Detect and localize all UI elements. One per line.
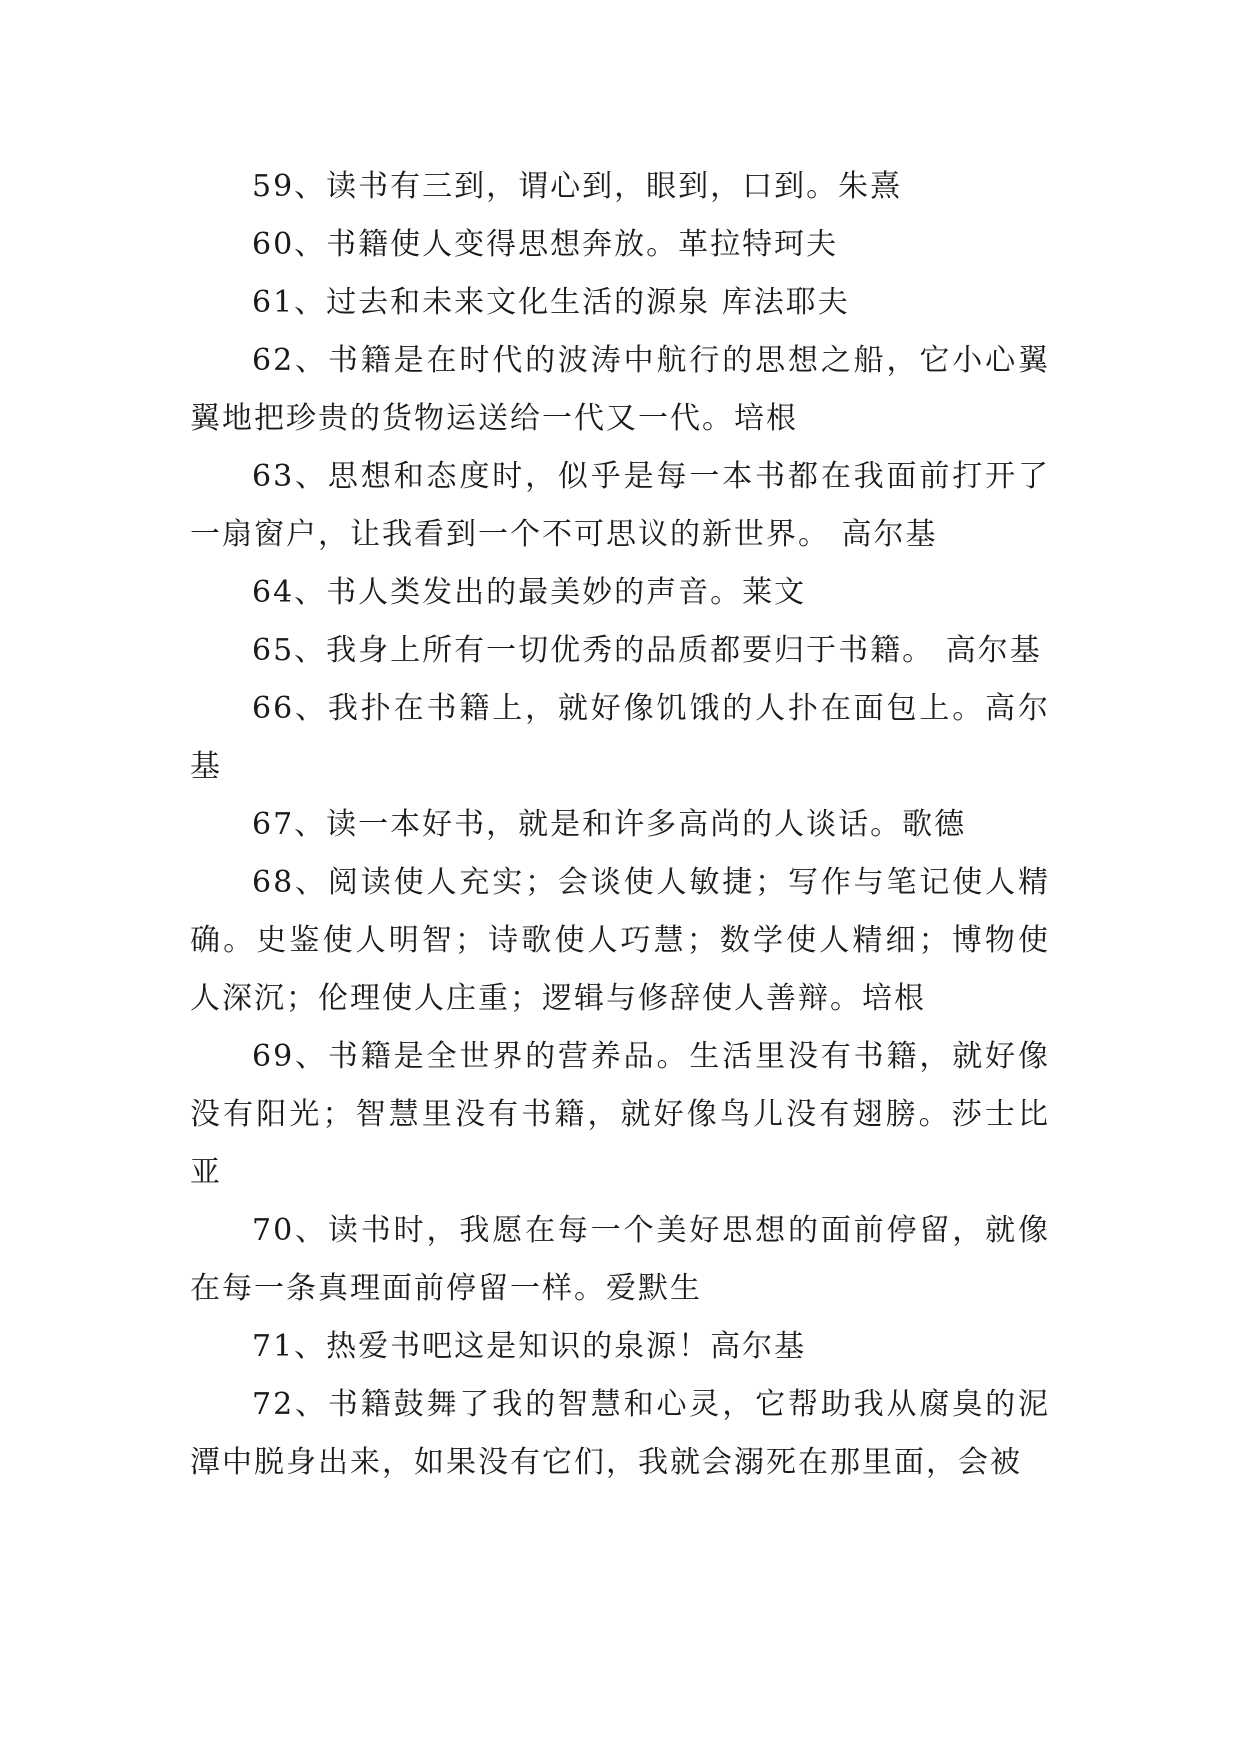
quote-paragraph-72: 72、书籍鼓舞了我的智慧和心灵，它帮助我从腐臭的泥潭中脱身出来，如果没有它们，我就会溺死在那里面，会被 xyxy=(190,1387,1050,1480)
quote-paragraph-66: 66、我扑在书籍上，就好像饥饿的人扑在面包上。高尔基 xyxy=(190,691,1050,784)
quote-paragraph-71: 71、热爱书吧这是知识的泉源！高尔基 xyxy=(252,1329,807,1364)
quote-paragraph-68: 68、阅读使人充实；会谈使人敏捷；写作与笔记使人精确。史鉴使人明智；诗歌使人巧慧；数学使人精细；博物使人深沉；伦理使人庄重；逻辑与修辞使人善辩。培根 xyxy=(190,865,1050,1016)
quote-paragraph-60: 60、书籍使人变得思想奔放。革拉特珂夫 xyxy=(252,227,839,262)
quote-paragraph-70: 70、读书时，我愿在每一个美好思想的面前停留，就像在每一条真理面前停留一样。爱默生 xyxy=(190,1213,1050,1306)
quote-paragraph-67: 67、读一本好书，就是和许多高尚的人谈话。歌德 xyxy=(252,807,967,842)
quote-paragraph-61: 61、过去和未来文化生活的源泉 库法耶夫 xyxy=(252,285,850,320)
quote-paragraph-62: 62、书籍是在时代的波涛中航行的思想之船，它小心翼翼地把珍贵的货物运送给一代又一代。培根 xyxy=(190,343,1050,436)
document-body xyxy=(190,158,1050,1492)
quote-paragraph-69: 69、书籍是全世界的营养品。生活里没有书籍，就好像没有阳光；智慧里没有书籍，就好像鸟儿没有翅膀。莎士比亚 xyxy=(190,1039,1050,1190)
quote-paragraph-64: 64、书人类发出的最美妙的声音。莱文 xyxy=(252,575,807,610)
quote-paragraph-63: 63、思想和态度时，似乎是每一本书都在我面前打开了一扇窗户，让我看到一个不可思议的新世界。 高尔基 xyxy=(190,459,1050,552)
quote-paragraph-59: 59、读书有三到，谓心到，眼到，口到。朱熹 xyxy=(252,169,903,204)
quote-paragraph-65: 65、我身上所有一切优秀的品质都要归于书籍。 高尔基 xyxy=(252,633,1042,668)
